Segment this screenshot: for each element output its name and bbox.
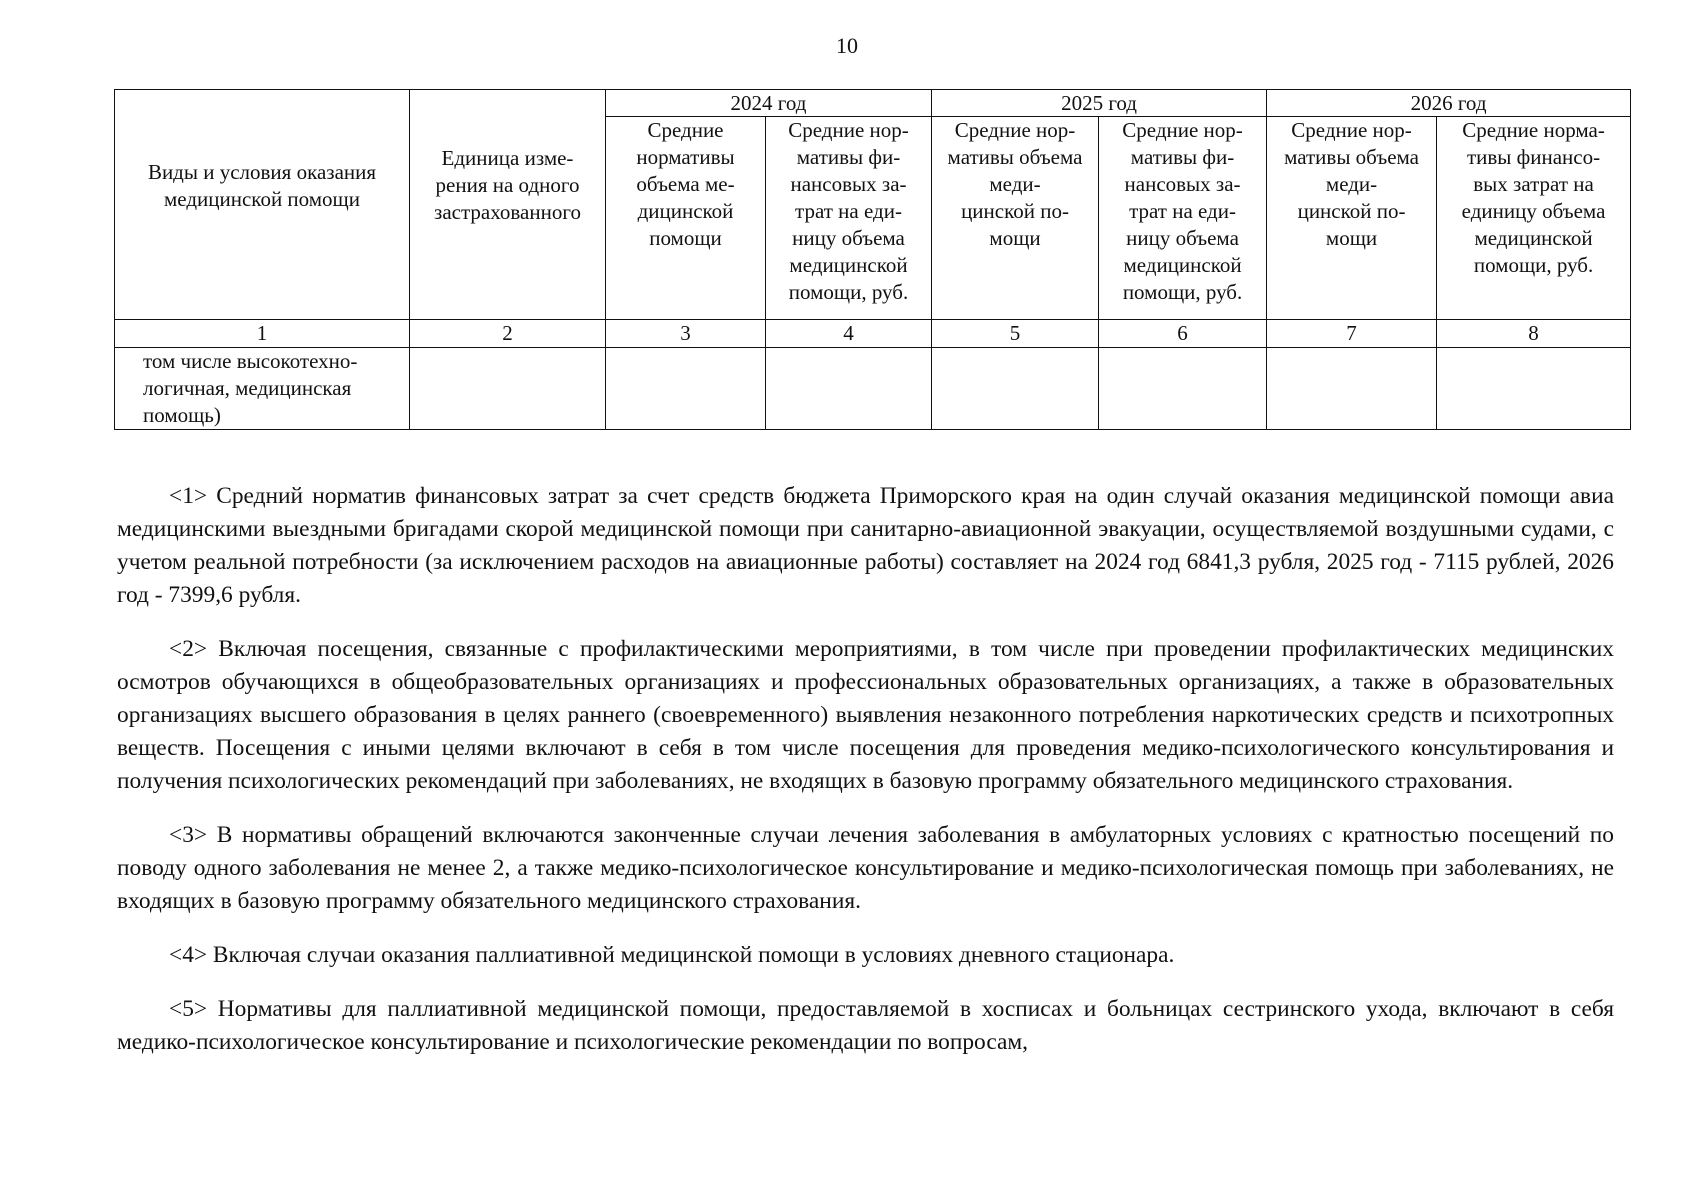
- table-cell: [410, 348, 606, 430]
- table-cell: [606, 348, 766, 430]
- column-number: 2: [410, 320, 606, 348]
- header-year-2025: 2025 год: [932, 90, 1267, 117]
- column-number: 8: [1437, 320, 1631, 348]
- table-cell: [766, 348, 932, 430]
- footnote-4: <4> Включая случаи оказания паллиативной медицинской помощи в условиях дневного стационара.: [169, 942, 1175, 968]
- column-number: 7: [1267, 320, 1437, 348]
- header-2026-cost: Средние норма- тивы финансо- вых затрат на единицу объема медицинской помощи, руб.: [1437, 117, 1631, 320]
- footnotes: [117, 480, 1614, 1080]
- column-number: 4: [766, 320, 932, 348]
- header-unit: [410, 90, 606, 320]
- page-number: 10: [836, 33, 858, 58]
- table-cell: [1267, 348, 1437, 430]
- footnote-2: <2> Включая посещения, связанные с профилактическими мероприятиями, в том числе при проведении профилактических медицинских осмотров обучающихся в общеобразовательных организациях и профессиональных образовательных организациях, а также в образовательных организациях высшего образования в целях раннего (своевременного) выявления незаконного потребления наркотических средств и психотропных веществ. Посещения с иными целями включают в себя в том числе посещения для проведения медико-психологического консультирования и получения психологических рекомендаций при заболеваниях, не входящих в базовую программу обязательного медицинского страхования.: [117, 636, 1614, 794]
- header-year-2026: 2026 год: [1267, 90, 1631, 117]
- column-number: 3: [606, 320, 766, 348]
- column-number-row: [115, 320, 1631, 348]
- row-label: том числе высокотехно- логичная, медицинская помощь): [115, 348, 410, 430]
- header-2025-volume: Средние нор- мативы объема меди- цинской по- мощи: [932, 117, 1099, 320]
- header-kind-of-care: Виды и условия оказания медицинской помощи: [115, 90, 410, 320]
- footnote-5: <5> Нормативы для паллиативной медицинской помощи, предоставляемой в хосписах и больницах сестринского ухода, включают в себя медико-психологическое консультирование и психологические рекомендации по вопросам,: [117, 996, 1614, 1055]
- header-year-2024: 2024 год: [606, 90, 932, 117]
- footnote-3: <3> В нормативы обращений включаются законченные случаи лечения заболевания в амбулаторных условиях с кратностью посещений по поводу одного заболевания не менее 2, а также медико-психологическое консультирование и медико-психологическая помощь при заболеваниях, не входящих в базовую программу обязательного медицинского страхования.: [117, 822, 1614, 914]
- header-2024-cost: Средние нор- мативы фи- нансовых за- трат на еди- ницу объема медицинской помощи, руб.: [766, 117, 932, 320]
- table-cell: [1437, 348, 1631, 430]
- header-2025-cost: Средние нор- мативы фи- нансовых за- трат на еди- ницу объема медицинской помощи, руб.: [1099, 117, 1267, 320]
- column-number: 6: [1099, 320, 1267, 348]
- table-cell: [1099, 348, 1267, 430]
- table-row: [115, 348, 1631, 430]
- footnote-1: <1> Средний норматив финансовых затрат за счет средств бюджета Приморского края на один случай оказания медицинской помощи авиа медицинскими выездными бригадами скорой медицинской помощи при санитарно-авиационной эвакуации, осуществляемой воздушными судами, с учетом реальной потребности (за исключением расходов на авиационные работы) составляет на 2024 год 6841,3 рубля, 2025 год - 7115 рублей, 2026 год - 7399,6 рубля.: [117, 483, 1614, 608]
- column-number: 1: [115, 320, 410, 348]
- header-unit-text: Единица изме- рения на одного застрахованного: [434, 146, 581, 224]
- header-2026-volume: Средние нор- мативы объема меди- цинской по- мощи: [1267, 117, 1437, 320]
- norms-table: [114, 89, 1631, 430]
- table-cell: [932, 348, 1099, 430]
- header-2024-volume: Средние нормативы объема ме- дицинской помощи: [606, 117, 766, 320]
- column-number: 5: [932, 320, 1099, 348]
